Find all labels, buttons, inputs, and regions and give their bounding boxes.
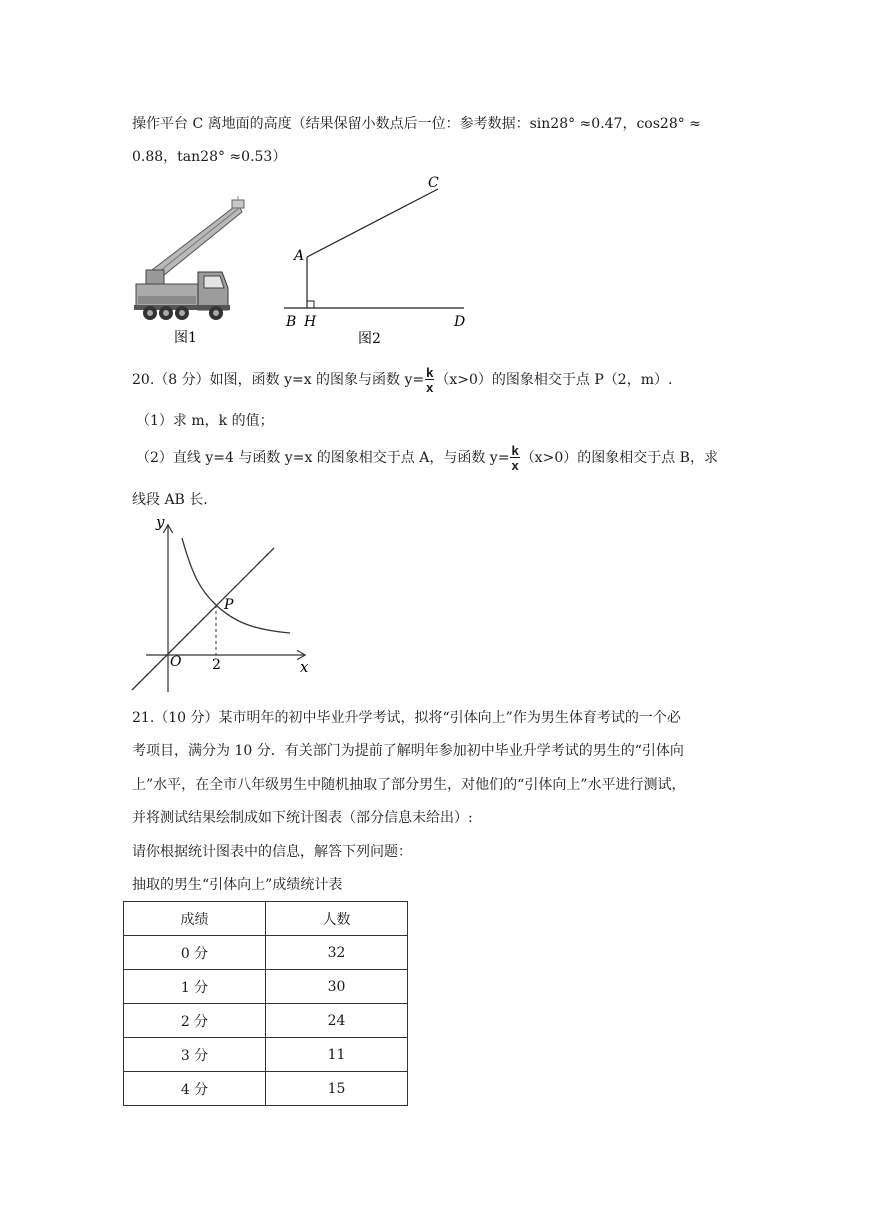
- point-D-label: D: [454, 314, 466, 330]
- header-count: 人数: [266, 902, 408, 936]
- table-row: [124, 1004, 408, 1038]
- header-score: 成绩: [124, 902, 266, 936]
- fraction-k-over-x: [425, 366, 434, 394]
- crane-truck-figure: [132, 192, 252, 347]
- table-header-row: [124, 902, 408, 936]
- line-y-equals-x: [132, 548, 274, 690]
- fraction-numerator-2: k: [511, 443, 519, 458]
- cell-count: 11: [266, 1038, 408, 1072]
- cell-count: 24: [266, 1004, 408, 1038]
- q20-stem: [132, 366, 672, 394]
- cell-count: 32: [266, 936, 408, 970]
- q20-part2-pre: （2）直线 y=4 与函数 y=x 的图象相交于点 A，与函数 y=: [136, 450, 510, 466]
- q20-stem-post: （x>0）的图象相交于点 P（2，m）.: [435, 372, 673, 388]
- q21-line-1: 21.（10 分）某市明年的初中毕业升学考试，拟将“引体向上”作为男生体育考试的一个必: [132, 710, 681, 726]
- y-axis-label: y: [156, 513, 165, 531]
- cell-score: 0 分: [124, 936, 266, 970]
- fraction-denominator-2: x: [511, 458, 519, 473]
- q21-line-2: 考项目，满分为 10 分．有关部门为提前了解明年参加初中毕业升学考试的男生的“引体向: [132, 743, 684, 759]
- q21-line-5: 请你根据统计图表中的信息，解答下列问题：: [132, 844, 412, 860]
- table-row: [124, 1072, 408, 1106]
- segment-AC: [307, 189, 438, 257]
- cell-score: 1 分: [124, 970, 266, 1004]
- table-row: [124, 1038, 408, 1072]
- score-statistics-table: [123, 901, 408, 1106]
- x-tick-2: 2: [212, 657, 221, 673]
- q21-line-3: 上”水平，在全市八年级男生中随机抽取了部分男生，对他们的“引体向上”水平进行测试，: [132, 777, 686, 793]
- q20-part2: [136, 444, 718, 472]
- fraction-k-over-x-2: [510, 444, 519, 472]
- table-row: [124, 970, 408, 1004]
- point-B-label: B: [286, 314, 297, 330]
- table-caption: 抽取的男生“引体向上”成绩统计表: [132, 877, 343, 893]
- origin-label: O: [170, 654, 182, 670]
- point-C-label: C: [428, 175, 439, 191]
- q21-line-4: 并将测试结果绘制成如下统计图表（部分信息未给出）:: [132, 810, 473, 826]
- q19-text-line-2: 0.88，tan28° ≈0.53）: [132, 149, 287, 165]
- cell-count: 30: [266, 970, 408, 1004]
- fig2-label: 图2: [358, 331, 381, 347]
- x-axis-label: x: [300, 658, 309, 676]
- fraction-denominator: x: [426, 380, 434, 395]
- cell-count: 15: [266, 1072, 408, 1106]
- point-A-label: A: [294, 248, 305, 264]
- point-H-label: H: [304, 314, 317, 330]
- geometry-figure-2: [280, 170, 480, 350]
- table-row: [124, 936, 408, 970]
- right-angle-mark: [307, 301, 314, 308]
- fig1-label: 图1: [174, 330, 197, 346]
- point-P-label: P: [224, 597, 234, 613]
- cell-score: 2 分: [124, 1004, 266, 1038]
- fraction-numerator: k: [426, 365, 434, 380]
- q20-part2-line2: 线段 AB 长.: [132, 492, 208, 508]
- q20-part2-post: （x>0）的图象相交于点 B，求: [520, 450, 718, 466]
- q20-part1: （1）求 m，k 的值；: [136, 413, 274, 429]
- q19-text-line-1: 操作平台 C 离地面的高度（结果保留小数点后一位：参考数据：sin28° ≈0.47，cos28° ≈: [132, 116, 701, 132]
- function-graph: [126, 512, 326, 697]
- cell-score: 4 分: [124, 1072, 266, 1106]
- q20-stem-pre: 20.（8 分）如图，函数 y=x 的图象与函数 y=: [132, 372, 425, 388]
- cell-score: 3 分: [124, 1038, 266, 1072]
